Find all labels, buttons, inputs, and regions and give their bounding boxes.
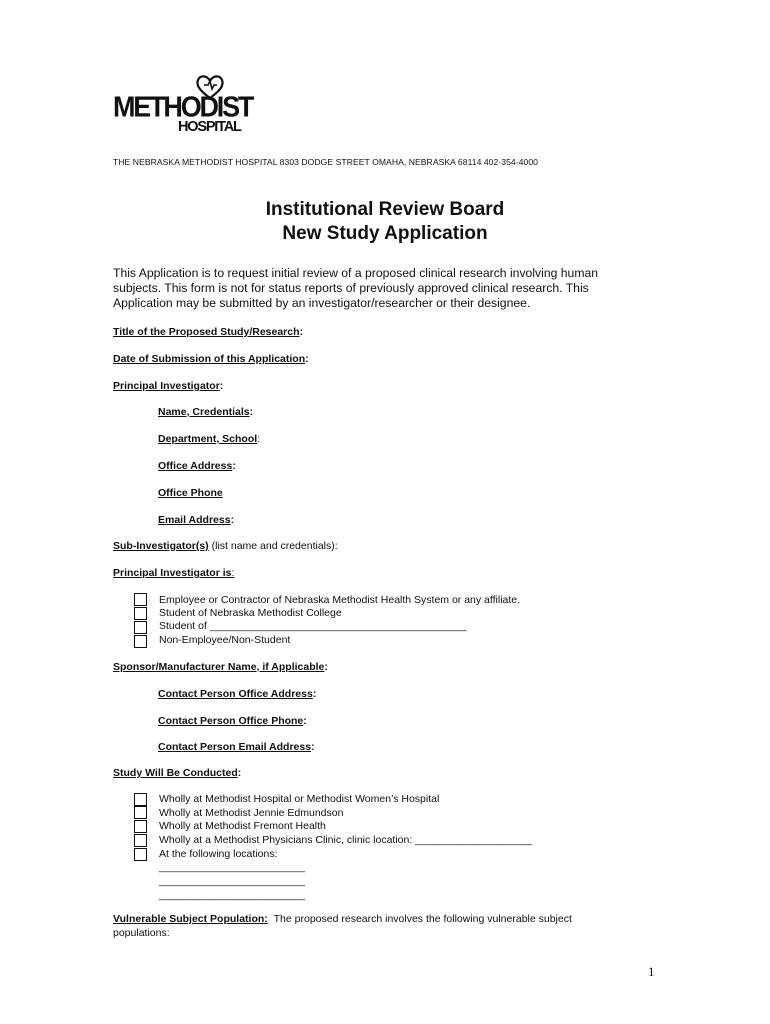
checkbox-student-nmc[interactable] bbox=[134, 607, 147, 620]
sub-investigators-field[interactable]: Sub-Investigator(s) (list name and credentials): bbox=[113, 540, 338, 552]
pi-is-heading: Principal Investigator is: bbox=[113, 567, 235, 579]
office-address-field[interactable]: Office Address: bbox=[158, 460, 236, 472]
principal-investigator-heading: Principal Investigator: bbox=[113, 380, 224, 392]
submission-date-field[interactable]: Date of Submission of this Application: bbox=[113, 353, 309, 365]
contact-address-field[interactable]: Contact Person Office Address: bbox=[158, 688, 317, 700]
page-subtitle: New Study Application bbox=[282, 223, 488, 244]
option-student-of: Student of ____________________________________________ bbox=[159, 620, 467, 632]
page-number: 1 bbox=[648, 964, 655, 979]
checkbox-jennie-edmundson[interactable] bbox=[134, 806, 147, 819]
study-title-field[interactable]: Title of the Proposed Study/Research: bbox=[113, 326, 304, 338]
option-following-locations: At the following locations: bbox=[159, 848, 278, 860]
contact-phone-field[interactable]: Contact Person Office Phone: bbox=[158, 715, 307, 727]
department-school-field[interactable]: Department, School: bbox=[158, 433, 261, 445]
checkbox-student-of[interactable] bbox=[134, 621, 147, 634]
page-title: Institutional Review Board bbox=[265, 199, 505, 220]
option-employee: Employee or Contractor of Nebraska Methodist Health System or any affiliate. bbox=[159, 594, 521, 606]
sponsor-field[interactable]: Sponsor/Manufacturer Name, if Applicable: bbox=[113, 661, 328, 673]
office-phone-field[interactable]: Office Phone bbox=[158, 487, 223, 499]
contact-email-field[interactable]: Contact Person Email Address: bbox=[158, 741, 315, 753]
checkbox-methodist-hospital[interactable] bbox=[134, 793, 147, 806]
hospital-address: THE NEBRASKA METHODIST HOSPITAL 8303 DODGE STREET OMAHA, NEBRASKA 68114 402-354-4000 bbox=[113, 157, 538, 167]
location-blank-line[interactable]: _________________________ bbox=[159, 861, 305, 873]
methodist-hospital-logo bbox=[113, 74, 263, 138]
checkbox-non-employee[interactable] bbox=[134, 635, 147, 648]
option-student-nmc: Student of Nebraska Methodist College bbox=[159, 607, 342, 619]
location-blank-line[interactable]: _________________________ bbox=[159, 875, 305, 887]
checkbox-following-locations[interactable] bbox=[134, 848, 147, 861]
location-blank-line[interactable]: _________________________ bbox=[159, 889, 305, 901]
option-non-employee: Non-Employee/Non-Student bbox=[159, 634, 291, 646]
intro-paragraph: This Application is to request initial review of a proposed clinical research involving human subjects. This form is not for status reports of previously approved clinical research. This Application may be submitted by an investigator/researcher or their designee. bbox=[113, 266, 599, 310]
checkbox-physicians-clinic[interactable] bbox=[134, 834, 147, 847]
logo-text-methodist: METHODIST bbox=[113, 91, 253, 123]
vulnerable-population-note-cont: populations: bbox=[113, 927, 170, 939]
option-physicians-clinic: Wholly at a Methodist Physicians Clinic, clinic location: ____________________ bbox=[159, 834, 532, 846]
study-conducted-heading: Study Will Be Conducted: bbox=[113, 767, 242, 779]
logo-text-hospital: HOSPITAL bbox=[178, 119, 241, 135]
option-jennie-edmundson: Wholly at Methodist Jennie Edmundson bbox=[159, 807, 344, 819]
option-methodist-hospital: Wholly at Methodist Hospital or Methodist Women’s Hospital bbox=[159, 793, 440, 805]
vulnerable-population-field[interactable]: Vulnerable Subject Population: The proposed research involves the following vulnerable subject bbox=[113, 913, 572, 925]
option-fremont-health: Wholly at Methodist Fremont Health bbox=[159, 820, 326, 832]
vulnerable-population-note: The proposed research involves the following vulnerable subject bbox=[273, 913, 572, 925]
sub-investigators-note: (list name and credentials): bbox=[211, 540, 338, 552]
checkbox-fremont-health[interactable] bbox=[134, 820, 147, 833]
name-credentials-field[interactable]: Name, Credentials: bbox=[158, 406, 254, 418]
checkbox-employee[interactable] bbox=[134, 593, 147, 606]
email-address-field[interactable]: Email Address: bbox=[158, 514, 235, 526]
